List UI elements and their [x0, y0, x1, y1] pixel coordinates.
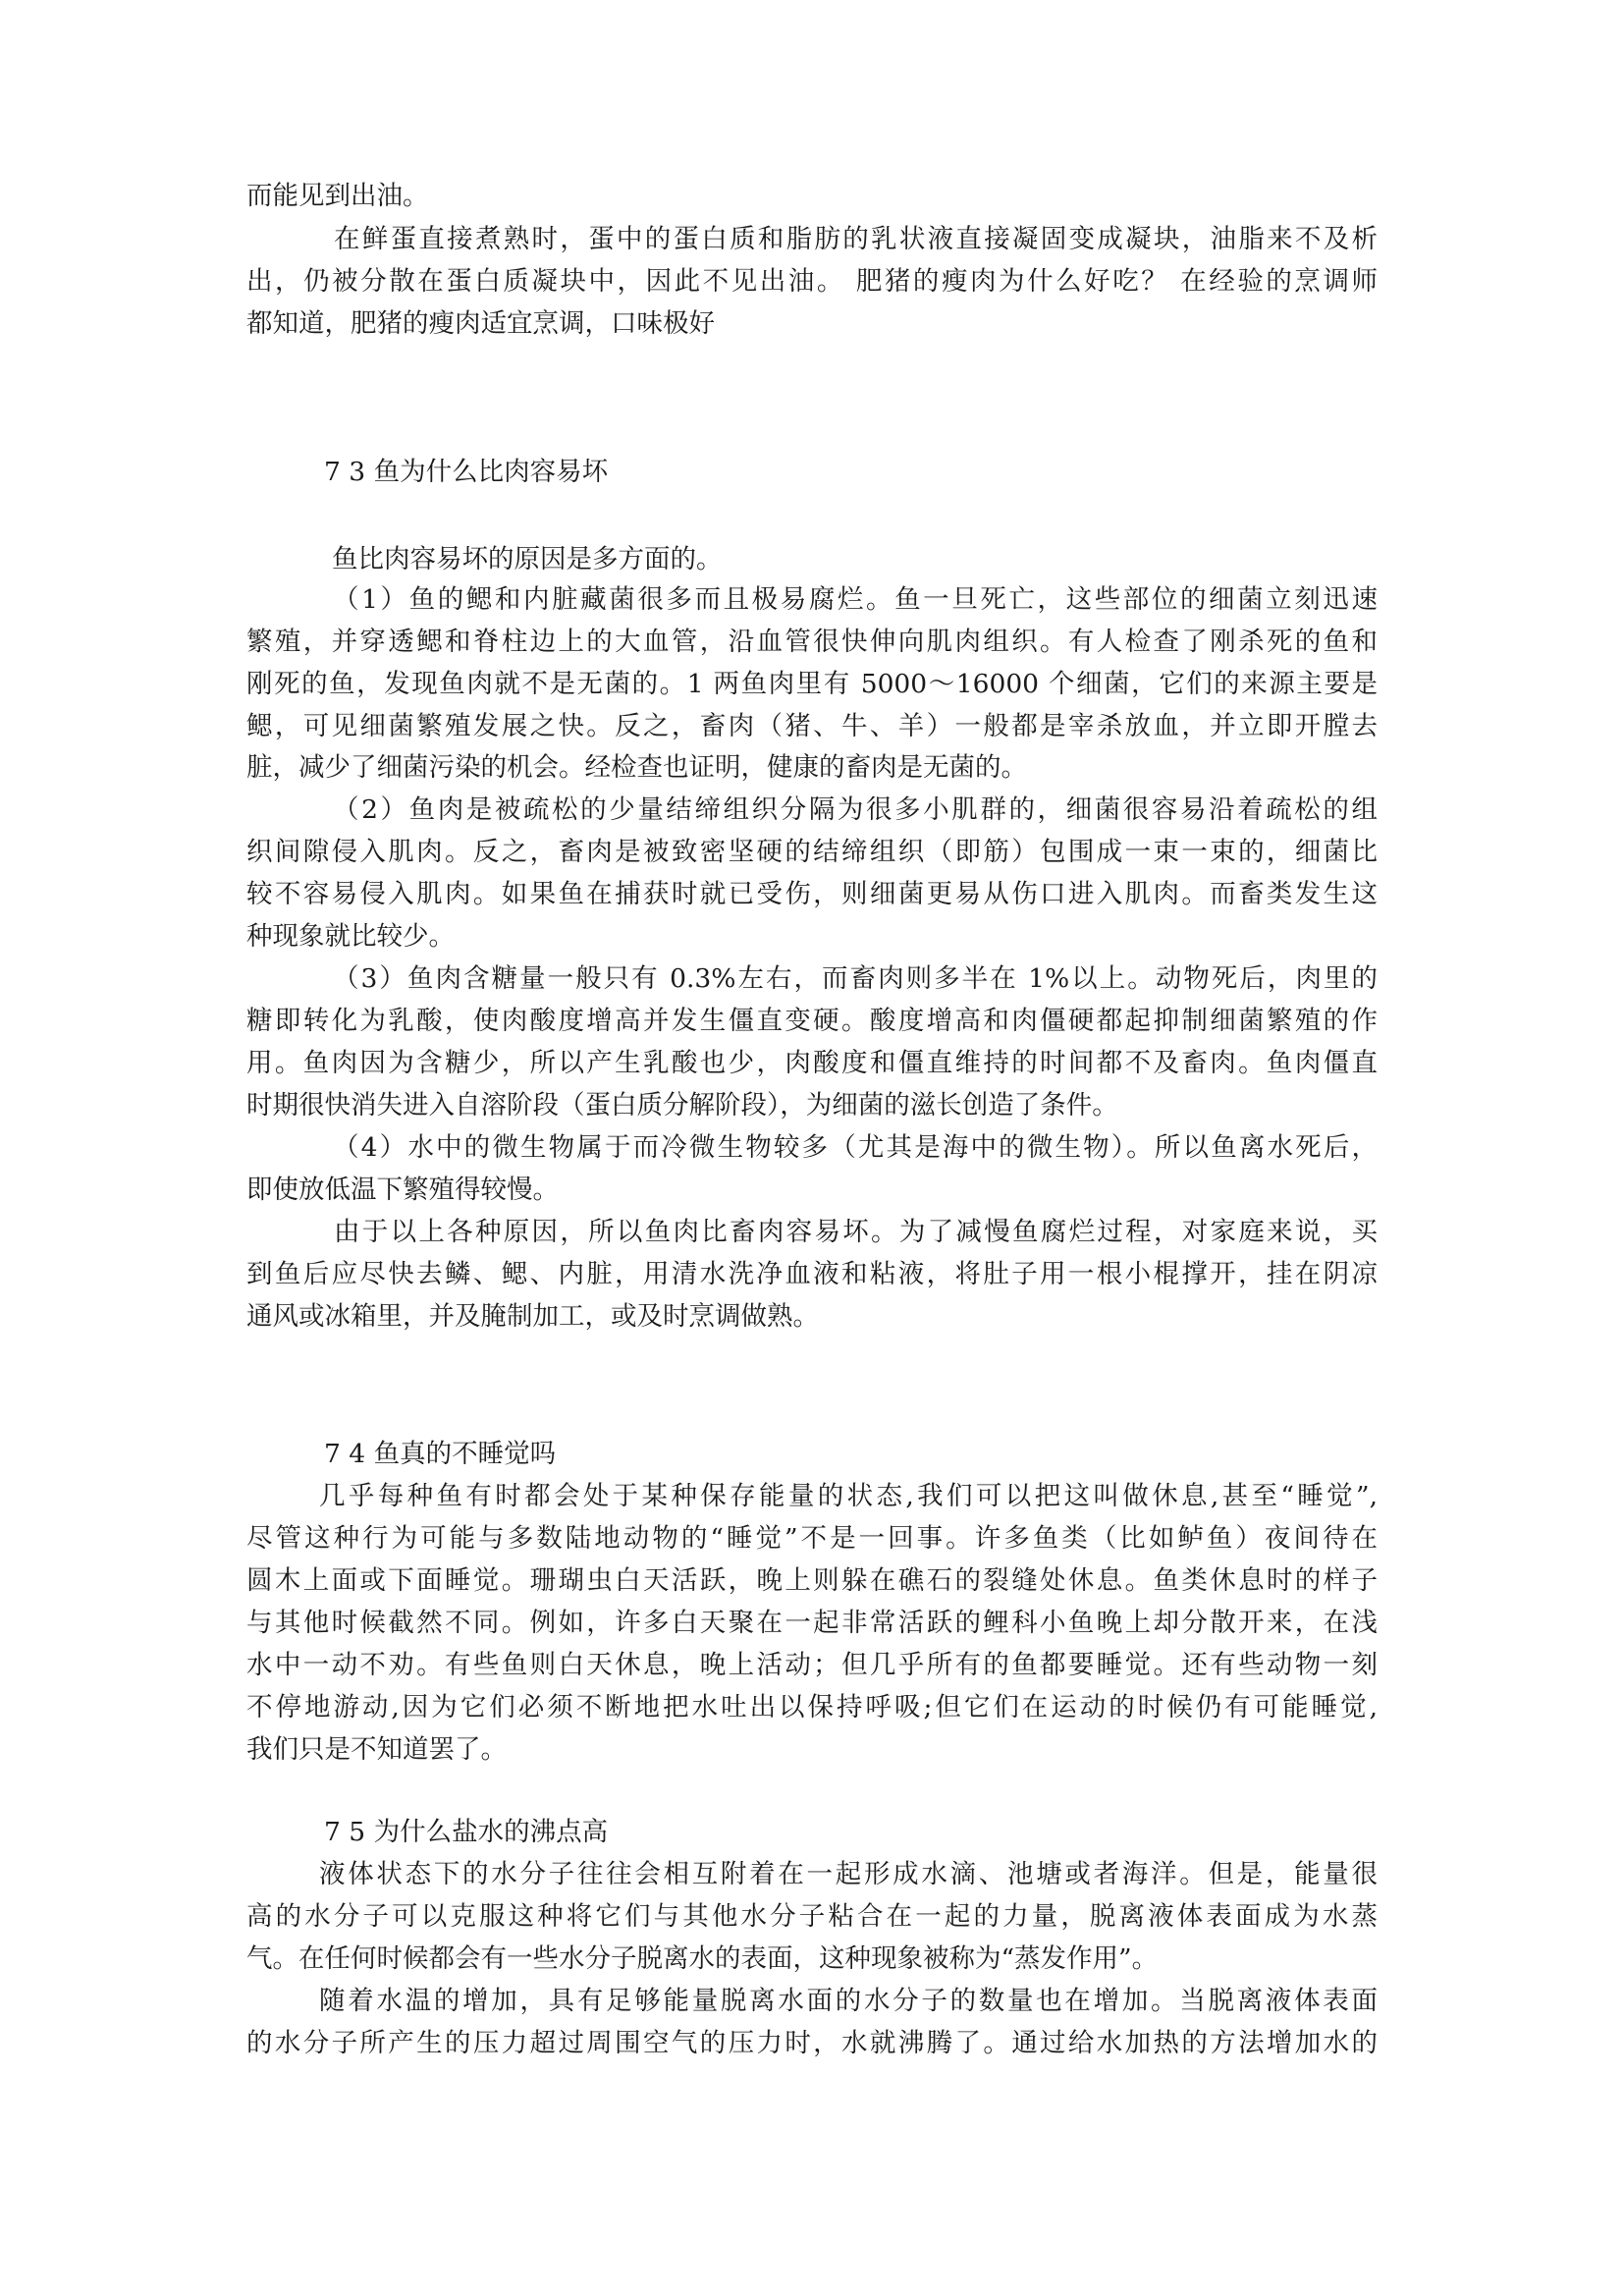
paragraph-line: 出，仍被分散在蛋白质凝块中，因此不见出油。 肥猪的瘦肉为什么好吃？ 在经验的烹调师 [246, 266, 1378, 297]
paragraph-line: （1）鱼的鳃和内脏藏菌很多而且极易腐烂。鱼一旦死亡，这些部位的细菌立刻迅速 [333, 584, 1378, 615]
paragraph-line: （2）鱼肉是被疏松的少量结缔组织分隔为很多小肌群的，细菌很容易沿着疏松的组 [333, 794, 1378, 825]
paragraph-line: 我们只是不知道罢了。 [246, 1734, 507, 1765]
paragraph-line: 种现象就比较少。 [246, 921, 455, 952]
paragraph-line: 水中一动不劝。有些鱼则白天休息，晚上活动；但几乎所有的鱼都要睡觉。还有些动物一刻 [246, 1650, 1378, 1680]
paragraph-line: 即使放低温下繁殖得较慢。 [246, 1175, 559, 1205]
paragraph-line: 的水分子所产生的压力超过周围空气的压力时，水就沸腾了。通过给水加热的方法增加水的 [246, 2028, 1378, 2058]
paragraph-line: 圆木上面或下面睡觉。珊瑚虫白天活跃，晚上则躲在礁石的裂缝处休息。鱼类休息时的样子 [246, 1565, 1378, 1596]
paragraph-line: 繁殖，并穿透鳃和脊柱边上的大血管，沿血管很快伸向肌肉组织。有人检查了刚杀死的鱼和 [246, 627, 1378, 657]
paragraph-line: 通风或冰箱里，并及腌制加工，或及时烹调做熟。 [246, 1301, 819, 1332]
paragraph-line: 鳃，可见细菌繁殖发展之快。反之，畜肉（猪、牛、羊）一般都是宰杀放血，并立即开膛去 [246, 711, 1378, 741]
paragraph-line: 尽管这种行为可能与多数陆地动物的“睡觉”不是一回事。许多鱼类（比如鲈鱼）夜间待在 [246, 1523, 1378, 1554]
paragraph-line: 与其他时候截然不同。例如，许多白天聚在一起非常活跃的鲤科小鱼晚上却分散开来，在浅 [246, 1608, 1378, 1638]
paragraph-line: （4）水中的微生物属于而冷微生物较多（尤其是海中的微生物）。所以鱼离水死后， [333, 1132, 1378, 1163]
paragraph-line: 高的水分子可以克服这种将它们与其他水分子粘合在一起的力量，脱离液体表面成为水蒸 [246, 1901, 1378, 1932]
section-heading: 7 4 鱼真的不睡觉吗 [324, 1439, 557, 1469]
paragraph-line: 糖即转化为乳酸，使肉酸度增高并发生僵直变硬。酸度增高和肉僵硬都起抑制细菌繁殖的作 [246, 1006, 1378, 1036]
paragraph-line: 脏，减少了细菌污染的机会。经检查也证明，健康的畜肉是无菌的。 [246, 752, 1027, 783]
paragraph-line: 较不容易侵入肌肉。如果鱼在捕获时就已受伤，则细菌更易从伤口进入肌肉。而畜类发生这 [246, 879, 1378, 909]
paragraph-line: 几乎每种鱼有时都会处于某种保存能量的状态,我们可以把这叫做休息,甚至“睡觉”, [319, 1481, 1378, 1511]
paragraph-line: 用。鱼肉因为含糖少，所以产生乳酸也少，肉酸度和僵直维持的时间都不及畜肉。鱼肉僵直 [246, 1048, 1378, 1078]
paragraph-line: （3）鱼肉含糖量一般只有 0.3%左右，而畜肉则多半在 1%以上。动物死后，肉里的 [333, 963, 1378, 994]
paragraph-line: 时期很快消失进入自溶阶段（蛋白质分解阶段），为细菌的滋长创造了条件。 [246, 1090, 1118, 1121]
paragraph-line: 刚死的鱼，发现鱼肉就不是无菌的。1 两鱼肉里有 5000～16000 个细菌，它们的来源主要是 [246, 669, 1378, 699]
paragraph-line: 气。在任何时候都会有一些水分子脱离水的表面，这种现象被称为“蒸发作用”。 [246, 1943, 1159, 1974]
paragraph-line: 都知道，肥猪的瘦肉适宜烹调，口味极好 [246, 308, 715, 339]
paragraph-line: 而能见到出油。 [246, 181, 429, 211]
section-heading: 7 5 为什么盐水的沸点高 [324, 1817, 609, 1847]
paragraph-line: 不停地游动,因为它们必须不断地把水吐出以保持呼吸;但它们在运动的时候仍有可能睡觉, [246, 1692, 1378, 1722]
paragraph-line: 由于以上各种原因，所以鱼肉比畜肉容易坏。为了减慢鱼腐烂过程，对家庭来说，买 [334, 1217, 1378, 1247]
paragraph-line: 织间隙侵入肌肉。反之，畜肉是被致密坚硬的结缔组织（即筋）包围成一束一束的，细菌比 [246, 837, 1378, 867]
paragraph-line: 在鲜蛋直接煮熟时，蛋中的蛋白质和脂肪的乳状液直接凝固变成凝块，油脂来不及析 [334, 224, 1378, 254]
paragraph-line: 到鱼后应尽快去鳞、鳃、内脏，用清水洗净血液和粘液，将肚子用一根小棍撑开，挂在阴凉 [246, 1259, 1378, 1289]
paragraph-line: 液体状态下的水分子往往会相互附着在一起形成水滴、池塘或者海洋。但是，能量很 [319, 1859, 1378, 1889]
section-lead: 鱼比肉容易坏的原因是多方面的。 [332, 544, 723, 574]
section-heading: 7 3 鱼为什么比肉容易坏 [324, 457, 609, 487]
paragraph-line: 随着水温的增加，具有足够能量脱离水面的水分子的数量也在增加。当脱离液体表面 [319, 1986, 1378, 2016]
